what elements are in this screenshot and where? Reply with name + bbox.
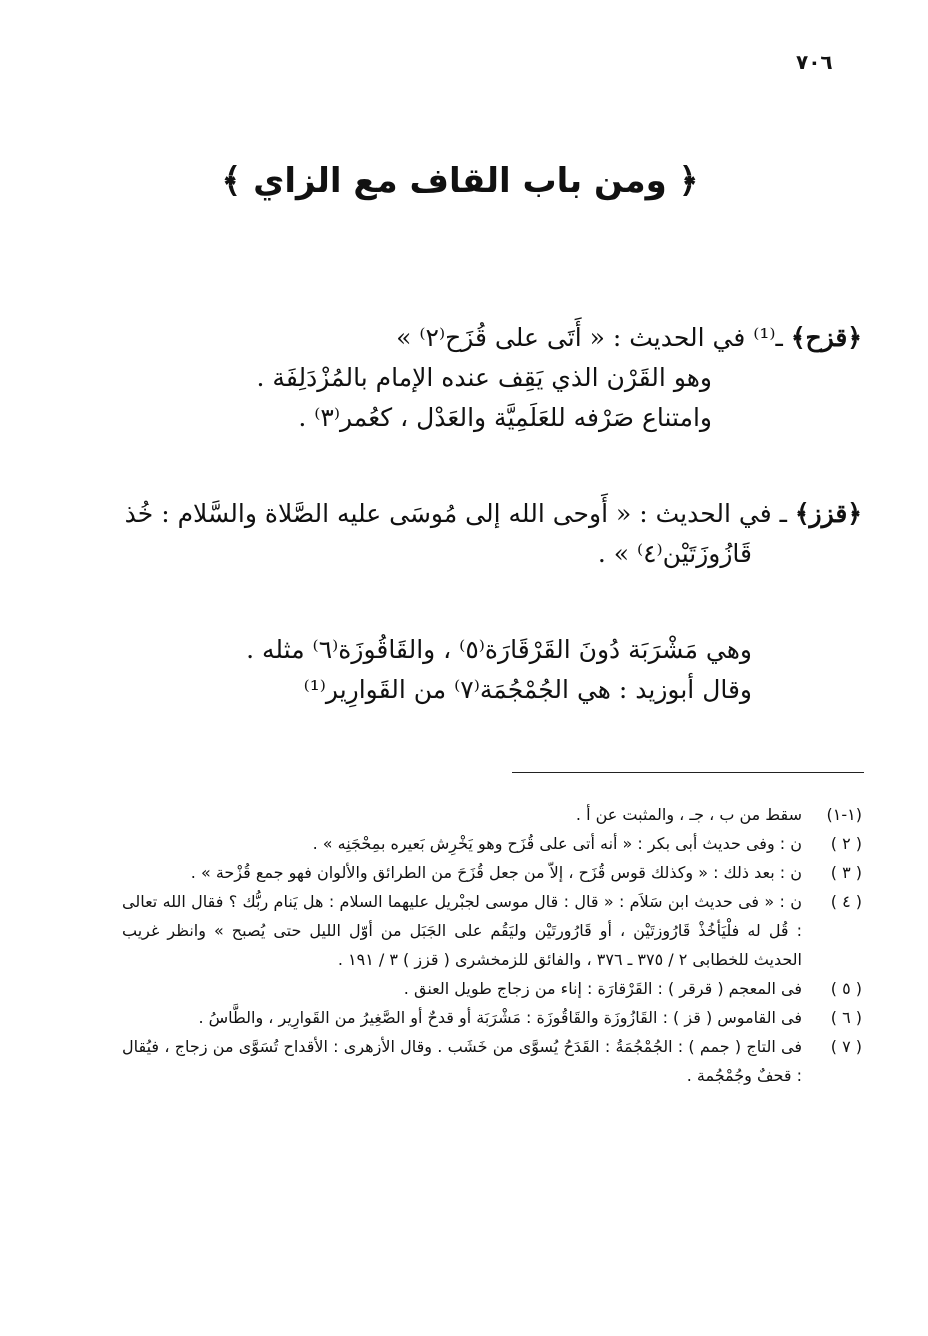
footnote-number: ( ٢ ) [830,834,862,853]
footnote-text: فى المعجم ( قرقر ) : القَرْقارَة : إناء من زجاج طويل العنق . [403,979,802,998]
entry-headword: ﴿قزز﴾ [794,499,862,528]
entry-qazah [62,318,862,438]
footnote [122,858,862,887]
footnote-number: (١-١) [826,805,862,824]
footnote-text: فى القاموس ( قز ) : القَازُوزَة والقَاقُوزَة : مَشْرَبَة أو قدحٌ أو الصَّغِيرُ من القَوارِير ، والطَّاسُ . [198,1008,802,1027]
footnote [122,887,862,974]
footnote-number: ( ٧ ) [830,1037,862,1056]
entry-text: ـ⁽¹⁾ في الحديث : « أَتَى على قُزَح⁽٢⁾ » [396,323,783,352]
entry-headword: ﴿قزح﴾ [790,323,862,352]
chapter-title: ﴿ ومن باب القاف مع الزاي ﴾ [221,161,699,201]
entry-line: قَازُوزَتَيْن⁽٤⁾ » . [597,539,752,568]
footnote [122,800,862,829]
footnote-divider [512,772,864,773]
entry-continuation [62,630,862,710]
footnote-number: ( ٣ ) [830,863,862,882]
footnote [122,1032,862,1090]
entry-qazaz [62,494,862,574]
footnote-text: سقط من ب ، جـ ، والمثبت عن أ . [575,805,802,824]
entry-line: وهو القَرْن الذي يَقِف عنده الإمام بالمُزْدَلِفَة . [256,363,712,392]
footnote-number: ( ٥ ) [830,979,862,998]
footnote-text: ن : « فى حديث ابن سَلاَم : « قال : قال موسى لجبْريل عليهما السلام : هل يَنام ربُّك ؟ فقال الله تعالى : قُل له فلْيَأخُذْ قَارُوزتَيْن ، أو قَارُورتَيْن وليَقُم على الجَبَل من أوّل الليل حتى يُصبح » وانظر غريب الحديث للخطابى ٢ / ٣٧٥ ـ ٣٧٦ ، والفائق للزمخشرى ( قزز ) ٣ / ١٩١ . [122,892,802,969]
footnote-text: ن : بعد ذلك : « وكذلك قوس قُزَح ، إلاّ من جعل قُزَحَ من الطرائق والألوان فهو جمع قُزْحة » . [190,863,802,882]
footnote-number: ( ٦ ) [830,1008,862,1027]
footnote-text: فى التاج ( جمم ) : الجُمْجُمَةُ : القَدَحُ يُسوَّى من خَشَب . وقال الأزهرى : الأقداح تُسَوَّى من زجاج ، فيُقال : قحفٌ وجُمْجُمة . [122,1037,802,1085]
entry-line: وهي مَشْرَبَة دُونَ القَرْقَارَة⁽٥⁾ ، والقَاقُوزَة⁽٦⁾ مثله . [246,635,752,664]
page-number: ٧٠٦ [796,50,833,74]
footnote-number: ( ٤ ) [830,892,862,911]
footnote [122,1003,862,1032]
entry-first-line [62,318,862,358]
entry-line: وامتناع صَرْفه للعَلَمِيَّة والعَدْل ، كعُمر⁽٣⁾ . [298,403,712,432]
footnote [122,974,862,1003]
footnote [122,829,862,858]
footnote-text: ن : وفى حديث أبى بكر : « أنه أتى على قُزَح وهو يَخْرِش بَعيره بمِحْجَنِه » . [312,834,802,853]
entry-text: ـ في الحديث : « أَوحى الله إلى مُوسَى عليه الصَّلاة والسَّلام : خُذ [124,499,787,528]
entry-first-line [62,494,862,534]
entry-line: وقال أبوزيد : هي الجُمْجُمَة⁽٧⁾ من القَوارِير⁽¹⁾ [303,675,752,704]
footnotes [122,800,862,1090]
